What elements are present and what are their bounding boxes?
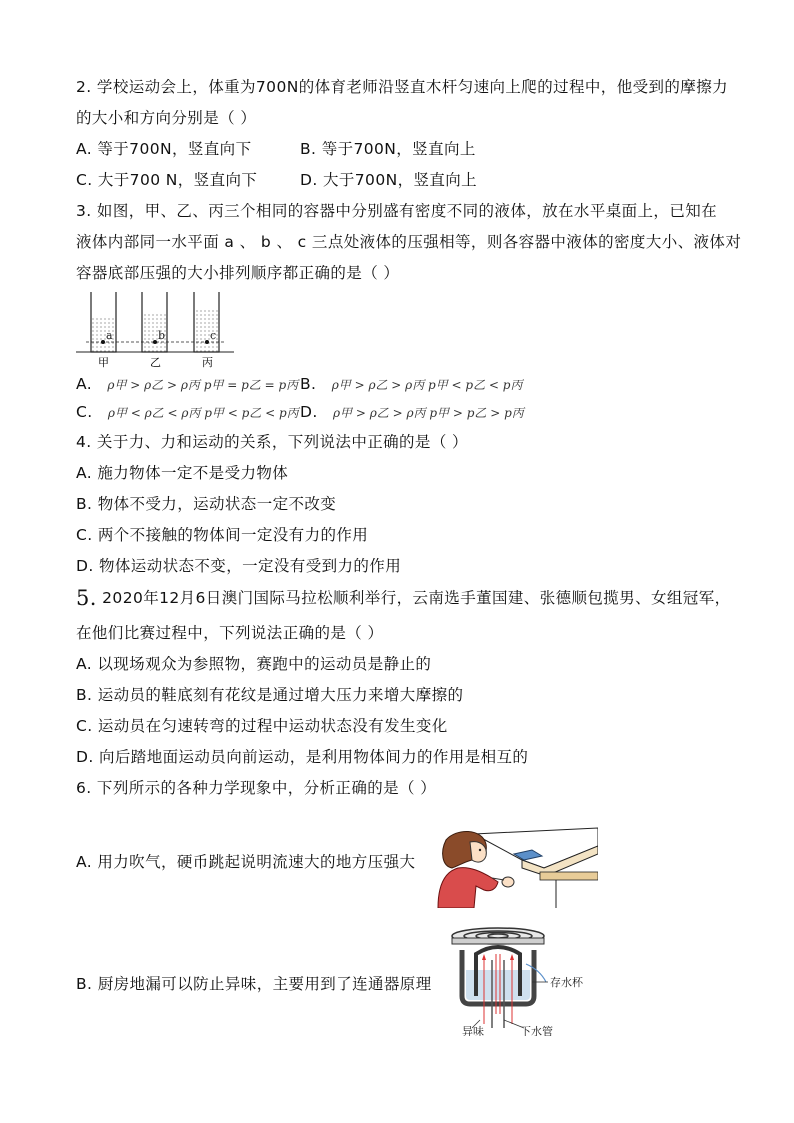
point-a-label: a <box>106 329 113 342</box>
q5-stem-line1 <box>76 588 731 608</box>
q3-option-a <box>76 374 298 395</box>
q4-option-a: A. 施力物体一定不是受力物体 <box>76 464 289 482</box>
point-b <box>153 340 157 344</box>
label-bing: 丙 <box>202 356 213 369</box>
floor-drain-figure <box>436 924 606 1036</box>
q3-containers-figure <box>76 290 246 370</box>
q4-stem: 4. 关于力、力和运动的关系，下列说法中正确的是（ ） <box>76 433 468 451</box>
q6-option-a: A. 用力吹气，硬币跳起说明流速大的地方压强大 <box>76 853 416 871</box>
label-yi: 乙 <box>150 356 161 369</box>
q3-stem-line1: 3. 如图，甲、乙、丙三个相同的容器中分别盛有密度不同的液体，放在水平桌面上，已知在 <box>76 202 718 220</box>
label-jia: 甲 <box>98 356 109 369</box>
q2-option-d: D. 大于700N，竖直向上 <box>300 171 478 189</box>
point-c <box>205 340 209 344</box>
q4-option-c: C. 两个不接触的物体间一定没有力的作用 <box>76 526 369 544</box>
label-cup: 存水杯 <box>550 976 583 989</box>
label-pipe: 下水管 <box>520 1025 553 1036</box>
point-c-label: c <box>210 329 217 342</box>
q5-number: 5. <box>76 586 97 610</box>
q5-option-a: A. 以现场观众为参照物，赛跑中的运动员是静止的 <box>76 655 432 673</box>
q3-option-c-formula: ρ甲 < ρ乙 < ρ丙 p甲 < p乙 < p丙 <box>107 406 299 420</box>
girl-blowing-coin-figure <box>436 826 598 908</box>
q3-option-d-formula: ρ甲 > ρ乙 > ρ丙 p甲 > p乙 > p丙 <box>333 406 524 420</box>
q3-stem-line2: 液体内部同一水平面 a 、 b 、 c 三点处液体的压强相等，则各容器中液体的密度大小、液体对 <box>76 233 742 251</box>
q3-option-c-letter: C. <box>76 403 93 421</box>
q2-stem-line2: 的大小和方向分别是（ ） <box>76 109 257 127</box>
q4-option-d: D. 物体运动状态不变，一定没有受到力的作用 <box>76 557 402 575</box>
point-b-label: b <box>158 329 166 342</box>
q3-option-c <box>76 402 299 423</box>
q2-option-b: B. 等于700N，竖直向上 <box>300 140 476 158</box>
q3-option-b <box>300 374 522 395</box>
q3-option-b-letter: B. <box>300 375 317 393</box>
q6-option-b: B. 厨房地漏可以防止异味，主要用到了连通器原理 <box>76 975 432 993</box>
q2-option-c: C. 大于700 N，竖直向下 <box>76 171 258 189</box>
q3-option-a-letter: A. <box>76 375 93 393</box>
q5-stem-text: 2020年12月6日澳门国际马拉松顺利举行，云南选手董国建、张德顺包揽男、女组冠军， <box>96 589 731 607</box>
point-a <box>101 340 105 344</box>
q3-option-d <box>300 402 524 423</box>
q5-stem-line2: 在他们比赛过程中，下列说法正确的是（ ） <box>76 624 384 642</box>
q3-stem-line3: 容器底部压强的大小排列顺序都正确的是（ ） <box>76 264 400 282</box>
q3-option-d-letter: D. <box>300 403 318 421</box>
q5-option-d: D. 向后踏地面运动员向前运动，是利用物体间力的作用是相互的 <box>76 748 529 766</box>
q3-option-a-formula: ρ甲 > ρ乙 > ρ丙 p甲 = p乙 = p丙 <box>107 378 299 392</box>
q2-stem-line1: 2. 学校运动会上，体重为700N的体育老师沿竖直木杆匀速向上爬的过程中，他受到的摩擦力 <box>76 78 728 96</box>
q5-option-c: C. 运动员在匀速转弯的过程中运动状态没有发生变化 <box>76 717 448 735</box>
label-smell: 异味 <box>462 1025 484 1036</box>
q3-option-b-formula: ρ甲 > ρ乙 > ρ丙 p甲 < p乙 < p丙 <box>331 378 523 392</box>
q4-option-b: B. 物体不受力，运动状态一定不改变 <box>76 495 337 513</box>
q2-option-a: A. 等于700N，竖直向下 <box>76 140 252 158</box>
q5-option-b: B. 运动员的鞋底刻有花纹是通过增大压力来增大摩擦的 <box>76 686 464 704</box>
q6-stem: 6. 下列所示的各种力学现象中，分析正确的是（ ） <box>76 779 437 797</box>
